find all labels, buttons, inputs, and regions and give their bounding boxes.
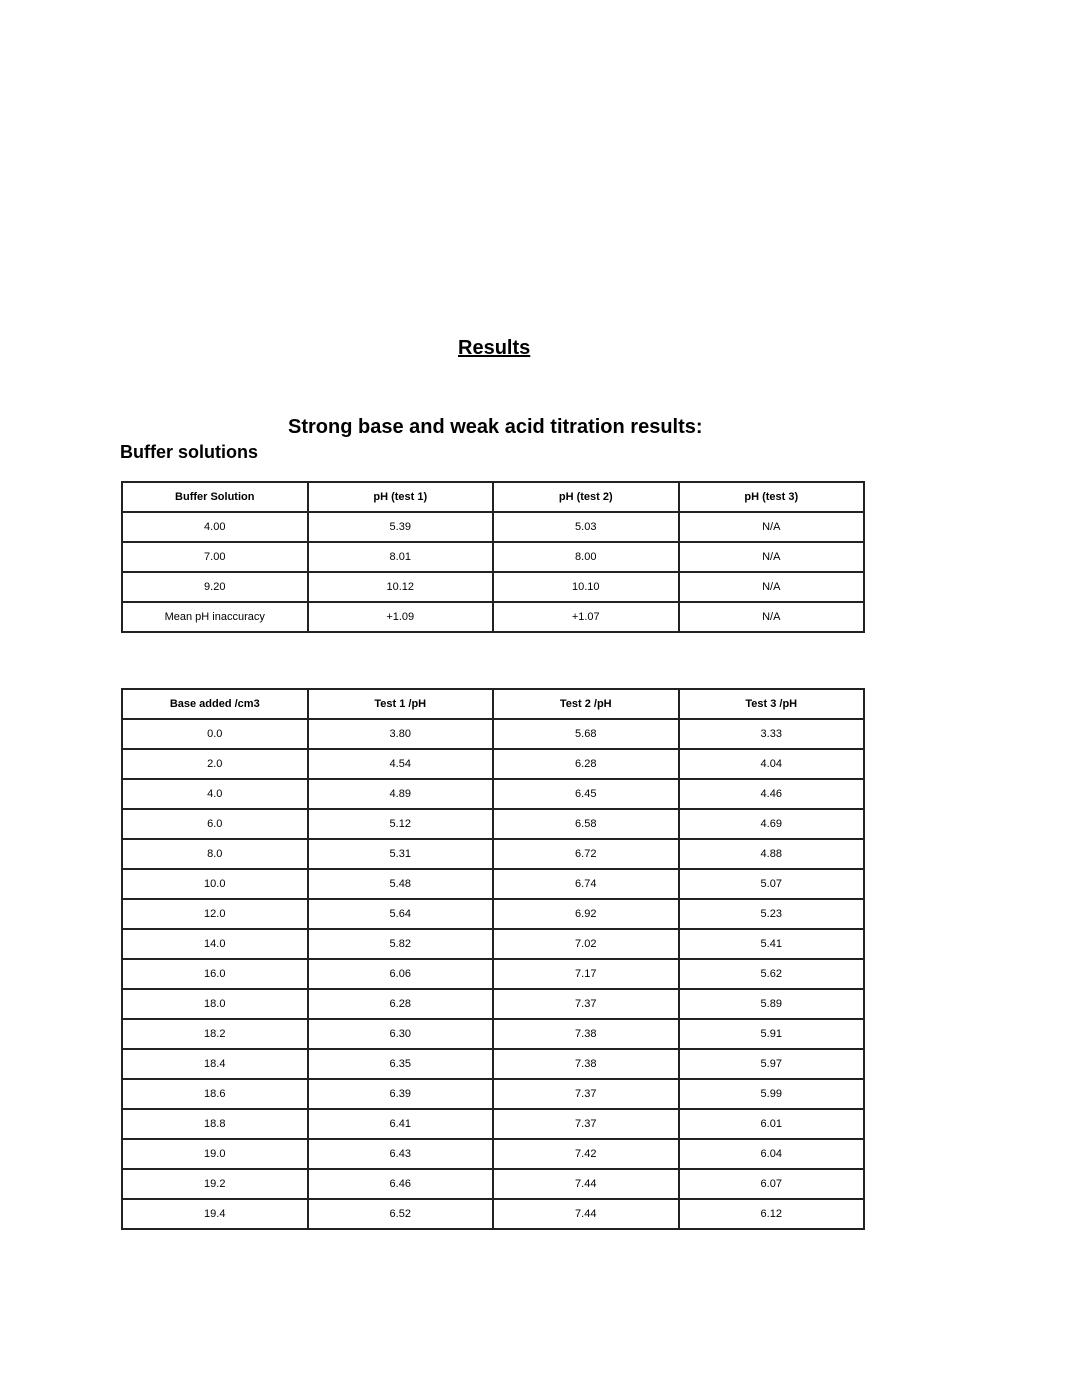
titration-table: [121, 688, 865, 1230]
table-row: [122, 1049, 864, 1079]
table-cell: 3.33: [679, 719, 865, 749]
buffer-heading: Buffer solutions: [120, 442, 258, 462]
table-cell: 7.00: [122, 542, 308, 572]
table-cell: Mean pH inaccuracy: [122, 602, 308, 632]
table-row: [122, 1109, 864, 1139]
table-cell: 5.48: [308, 869, 494, 899]
table-cell: N/A: [679, 572, 865, 602]
results-heading: Results: [458, 337, 531, 359]
table-cell: 18.0: [122, 989, 308, 1019]
table-cell: 6.45: [493, 779, 679, 809]
table-row: [122, 899, 864, 929]
table-cell: 7.37: [493, 1079, 679, 1109]
titration-heading: Strong base and weak acid titration results:: [288, 416, 703, 438]
table-cell: 4.54: [308, 749, 494, 779]
table-cell: 7.38: [493, 1049, 679, 1079]
column-header: Test 1 /pH: [308, 689, 494, 719]
column-header: pH (test 2): [493, 482, 679, 512]
table-cell: 4.88: [679, 839, 865, 869]
table-row: [122, 542, 864, 572]
column-header: pH (test 3): [679, 482, 865, 512]
table-cell: 19.0: [122, 1139, 308, 1169]
table-row: [122, 1199, 864, 1229]
table-cell: 5.91: [679, 1019, 865, 1049]
table-cell: 6.28: [308, 989, 494, 1019]
table-cell: +1.09: [308, 602, 494, 632]
table-cell: 2.0: [122, 749, 308, 779]
table-row: [122, 779, 864, 809]
table-cell: 7.02: [493, 929, 679, 959]
column-header: Base added /cm3: [122, 689, 308, 719]
column-header: Test 2 /pH: [493, 689, 679, 719]
table-cell: 4.69: [679, 809, 865, 839]
table-cell: 5.07: [679, 869, 865, 899]
table-cell: +1.07: [493, 602, 679, 632]
table-cell: 4.89: [308, 779, 494, 809]
table-cell: 6.35: [308, 1049, 494, 1079]
table-row: [122, 1139, 864, 1169]
table-cell: 5.64: [308, 899, 494, 929]
table-cell: 6.07: [679, 1169, 865, 1199]
table-cell: 18.4: [122, 1049, 308, 1079]
table-cell: 4.00: [122, 512, 308, 542]
column-header: Test 3 /pH: [679, 689, 865, 719]
table-cell: 5.39: [308, 512, 494, 542]
table-row: [122, 1169, 864, 1199]
table-cell: 5.99: [679, 1079, 865, 1109]
table-cell: 5.68: [493, 719, 679, 749]
table-cell: 7.17: [493, 959, 679, 989]
table-cell: 3.80: [308, 719, 494, 749]
table-row: [122, 749, 864, 779]
table-cell: 6.39: [308, 1079, 494, 1109]
table-cell: 10.0: [122, 869, 308, 899]
table-cell: 9.20: [122, 572, 308, 602]
table-cell: 5.31: [308, 839, 494, 869]
table-cell: 5.41: [679, 929, 865, 959]
table-row: [122, 602, 864, 632]
table-cell: 0.0: [122, 719, 308, 749]
table-cell: 6.06: [308, 959, 494, 989]
table-cell: 5.82: [308, 929, 494, 959]
table-cell: 6.0: [122, 809, 308, 839]
table-row: [122, 512, 864, 542]
table-cell: 5.03: [493, 512, 679, 542]
table-cell: 6.01: [679, 1109, 865, 1139]
header-row: [122, 482, 864, 512]
table-cell: 16.0: [122, 959, 308, 989]
table-cell: 6.43: [308, 1139, 494, 1169]
buffer-table: [121, 481, 865, 633]
table-cell: N/A: [679, 602, 865, 632]
table-row: [122, 719, 864, 749]
table-row: [122, 1019, 864, 1049]
table-cell: 6.74: [493, 869, 679, 899]
table-row: [122, 929, 864, 959]
table-cell: 10.12: [308, 572, 494, 602]
table-cell: 18.2: [122, 1019, 308, 1049]
table-cell: 6.41: [308, 1109, 494, 1139]
table-cell: 7.44: [493, 1169, 679, 1199]
table-cell: 18.6: [122, 1079, 308, 1109]
column-header: Buffer Solution: [122, 482, 308, 512]
table-cell: 6.52: [308, 1199, 494, 1229]
header-row: [122, 689, 864, 719]
table-cell: 19.2: [122, 1169, 308, 1199]
table-cell: 12.0: [122, 899, 308, 929]
table-cell: 7.44: [493, 1199, 679, 1229]
table-cell: 8.0: [122, 839, 308, 869]
table-cell: 6.30: [308, 1019, 494, 1049]
table-cell: 14.0: [122, 929, 308, 959]
table-row: [122, 1079, 864, 1109]
table-row: [122, 809, 864, 839]
table-cell: 4.04: [679, 749, 865, 779]
table-cell: 4.0: [122, 779, 308, 809]
table-cell: 10.10: [493, 572, 679, 602]
table-cell: 7.37: [493, 1109, 679, 1139]
table-cell: 6.12: [679, 1199, 865, 1229]
table-cell: 6.04: [679, 1139, 865, 1169]
table-row: [122, 959, 864, 989]
table-cell: 5.97: [679, 1049, 865, 1079]
table-cell: 5.23: [679, 899, 865, 929]
table-cell: 8.01: [308, 542, 494, 572]
table-cell: 6.58: [493, 809, 679, 839]
table-cell: 6.72: [493, 839, 679, 869]
table-cell: 5.89: [679, 989, 865, 1019]
table-cell: 4.46: [679, 779, 865, 809]
table-row: [122, 839, 864, 869]
table-cell: 5.62: [679, 959, 865, 989]
table-cell: 19.4: [122, 1199, 308, 1229]
table-cell: 8.00: [493, 542, 679, 572]
table-cell: 18.8: [122, 1109, 308, 1139]
table-cell: 7.37: [493, 989, 679, 1019]
table-row: [122, 989, 864, 1019]
table-cell: 7.38: [493, 1019, 679, 1049]
table-cell: 6.28: [493, 749, 679, 779]
table-cell: 6.92: [493, 899, 679, 929]
table-row: [122, 869, 864, 899]
table-cell: N/A: [679, 542, 865, 572]
table-row: [122, 572, 864, 602]
table-cell: N/A: [679, 512, 865, 542]
column-header: pH (test 1): [308, 482, 494, 512]
table-cell: 7.42: [493, 1139, 679, 1169]
table-cell: 5.12: [308, 809, 494, 839]
table-cell: 6.46: [308, 1169, 494, 1199]
